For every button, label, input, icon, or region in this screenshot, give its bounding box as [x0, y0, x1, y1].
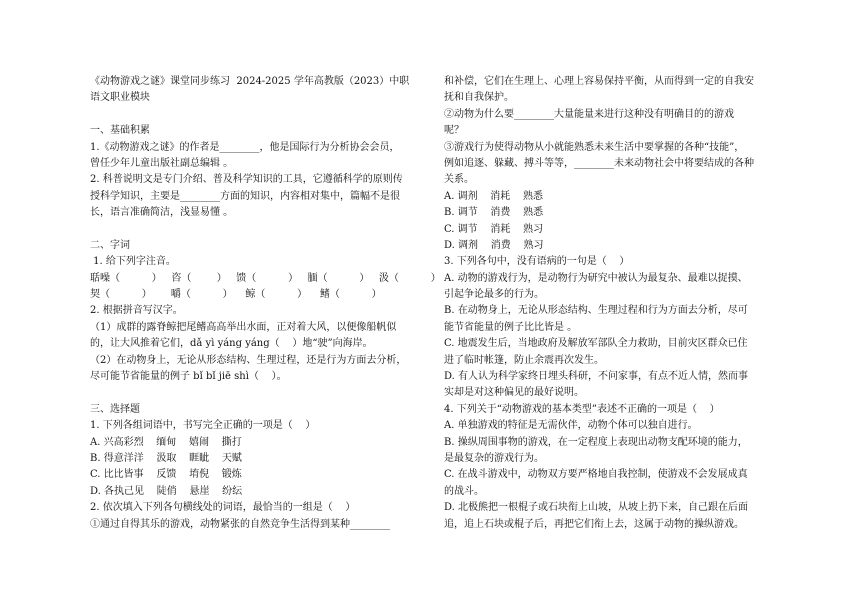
- text-line: C. 调节 消耗 熟习: [444, 223, 544, 235]
- text-line: 契（ ） 嚼（ ） 鲸（ ） 鳍（ ）: [90, 289, 382, 301]
- left-column: [90, 74, 441, 533]
- text-line: A. 单独游戏的特征是无需伙伴，动物个体可以独自进行。: [444, 420, 698, 432]
- text-line: 1. 给下列字注音。: [90, 256, 176, 268]
- text-line: 关系。: [444, 174, 474, 186]
- text-line: A. 动物的游戏行为，是动物行为研究中被认为最复杂、最难以捉摸、: [444, 272, 748, 284]
- text-line: B. 调节 消费 熟悉: [444, 207, 544, 219]
- text-line: 抚和自我保护。: [444, 92, 514, 104]
- text-line: 3. 下列各句中，没有语病的一句是（ ）: [444, 256, 630, 268]
- text-line: 尽可能节省能量的例子 bǐ bǐ jiē shì（ ）。: [90, 371, 287, 383]
- blank-line: [90, 107, 430, 123]
- text-line: 的战斗。: [444, 485, 484, 497]
- text-line: 进了临时帐篷，防止余震再次发生。: [444, 354, 604, 366]
- text-line: 呢？: [444, 125, 464, 137]
- text-line: C. 地震发生后，当地政府及解放军部队全力救助，目前灾区群众已住: [444, 338, 748, 350]
- text-line: 一、基础积累: [90, 125, 150, 137]
- text-line: C. 在战斗游戏中，动物双方要严格地自我控制，使游戏不会发展成真: [444, 469, 748, 481]
- text-line: 长，语言准确简洁，浅显易懂 。: [90, 207, 234, 219]
- text-line: 和补偿，它们在生理上、心理上容易保持平衡，从而得到一定的自我安: [444, 76, 754, 87]
- text-line: ①通过自得其乐的游戏，动物紧张的自然竞争生活得到某种________: [90, 518, 390, 530]
- text-line: 追，追上石块或棍子后，再把它们衔上去，这属于动物的操纵游戏。: [444, 518, 744, 530]
- blank-line: [90, 222, 430, 238]
- text-line: 《动物游戏之谜》课堂同步练习 2024-2025 学年高教版（2023）中职: [90, 76, 410, 87]
- text-line: 2. 科普说明文是专门介绍、普及科学知识的工具，它遵循科学的原则传: [90, 174, 403, 186]
- text-line: 是最复杂的游戏行为。: [444, 452, 544, 464]
- text-line: C. 比比皆事 反馈 堉倪 锻炼: [90, 469, 242, 481]
- text-line: ②动物为什么要________大量能量来进行这种没有明确目的的游戏: [444, 108, 734, 120]
- text-line: 二、字词: [90, 239, 130, 251]
- text-line: 能节省能量的例子比比皆是 。: [444, 321, 578, 333]
- text-line: （1）成群的露脊鲸把尾鳍高高举出水面，正对着大风，以便像船帆似: [90, 321, 397, 333]
- text-line: 引起争论最多的行为。: [444, 289, 544, 301]
- text-line: 例如追逐、躲藏、搏斗等等，________未来动物社会中将要结成的各种: [444, 157, 754, 169]
- text-line: D. 各执己见 陡俏 悬崖 纷纭: [90, 485, 243, 497]
- text-line: ③游戏行为使得动物从小就能熟悉未来生活中要掌握的各种“技能”，: [444, 141, 745, 153]
- text-line: 语文职业模块: [90, 92, 150, 104]
- text-line: 授科学知识，主要是________方面的知识，内容相对集中，篇幅不是很: [90, 190, 400, 202]
- text-line: A. 兴高彩烈 缅甸 嬉闹 撕打: [90, 436, 242, 448]
- blank-line: [90, 385, 430, 401]
- text-line: 聒噪（ ） 咨（ ） 馈（ ） 腼（ ） 汲（ ）: [90, 272, 441, 284]
- text-line: D. 调剂 消费 熟习: [444, 239, 544, 251]
- text-line: 2. 根据拼音写汉字。: [90, 305, 183, 317]
- text-line: 2. 依次填入下列各句横线处的词语，最恰当的一组是（ ）: [90, 502, 356, 514]
- text-line: 曾任少年儿童出版社副总编辑 。: [90, 157, 234, 169]
- text-line: 实却是对这种偏见的最好说明。: [444, 387, 584, 399]
- text-line: A. 调剂 消耗 熟悉: [444, 190, 544, 202]
- text-line: 4. 下列关于“动物游戏的基本类型”表述不正确的一项是（ ）: [444, 403, 720, 415]
- text-line: 的，让大风推着它们，dǎ yì yáng yáng（ ）地“驶”向海岸。: [90, 338, 373, 350]
- text-line: 1. 下列各组词语中，书写完全正确的一项是（ ）: [90, 420, 316, 432]
- text-line: 1.《动物游戏之谜》的作者是________，他是国际行为分析协会会员，: [90, 141, 400, 153]
- text-line: B. 在动物身上，无论从形态结构、生理过程和行为方面去分析，尽可: [444, 305, 748, 317]
- text-line: D. 北极熊把一根棍子或石块衔上山坡，从坡上扔下来，自己跟在后面: [444, 502, 749, 514]
- text-line: （2）在动物身上，无论从形态结构、生理过程，还是行为方面去分析，: [90, 354, 407, 366]
- text-line: B. 得意洋洋 汲取 睚眦 天赋: [90, 452, 242, 464]
- text-line: 三、选择题: [90, 403, 140, 415]
- text-line: D. 有人认为科学家终日埋头科研，不问家事，有点不近人情，然而事: [444, 371, 749, 383]
- right-column: [444, 74, 780, 533]
- text-line: B. 操纵周围事物的游戏，在一定程度上表现出动物支配环境的能力，: [444, 436, 748, 448]
